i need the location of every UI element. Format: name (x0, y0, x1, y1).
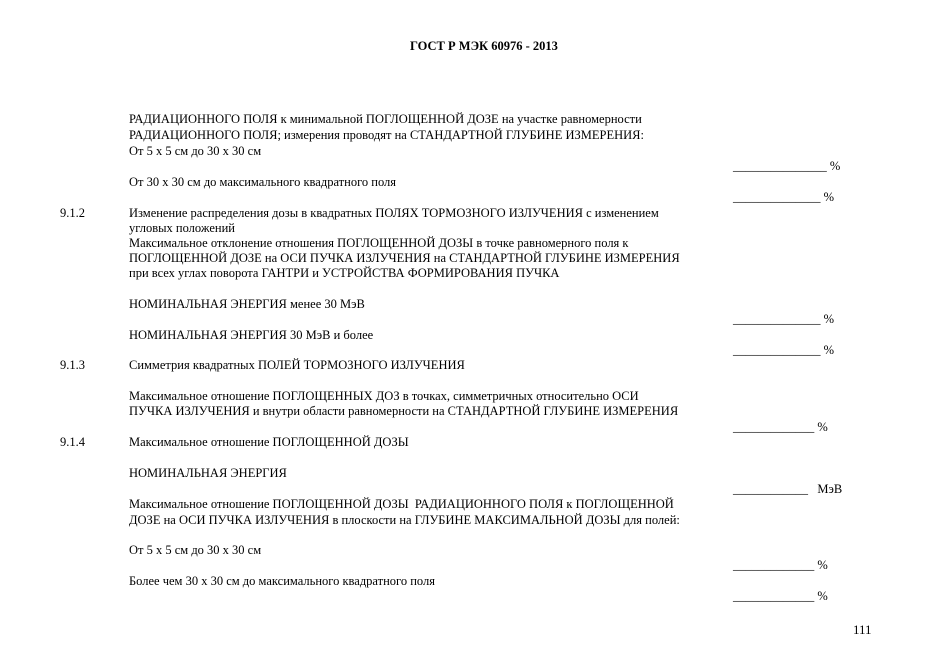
s912-line-3: Максимальное отклонение отношения ПОГЛОЩЕННОЙ ДОЗЫ в точке равномерного поля к (129, 236, 629, 250)
intro-line-2: РАДИАЦИОННОГО ПОЛЯ; измерения проводят на СТАНДАРТНОЙ ГЛУБИНЕ ИЗМЕРЕНИЯ: (129, 128, 644, 142)
s913-title: Симметрия квадратных ПОЛЕЙ ТОРМОЗНОГО ИЗЛУЧЕНИЯ (129, 358, 465, 372)
intro-line-1: РАДИАЦИОННОГО ПОЛЯ к минимальной ПОГЛОЩЕННОЙ ДОЗЕ на участке равномерности (129, 112, 642, 126)
blank-s912-a: ______________ % (733, 312, 835, 326)
s912-item-b: НОМИНАЛЬНАЯ ЭНЕРГИЯ 30 МэВ и более (129, 328, 374, 342)
blank-s914-energy: ____________ МэВ (733, 482, 843, 496)
s912-line-2: угловых положений (129, 221, 235, 235)
s912-line-1: Изменение распределения дозы в квадратных ПОЛЯХ ТОРМОЗНОГО ИЗЛУЧЕНИЯ с изменением (129, 206, 659, 220)
blank-s912-b: ______________ % (733, 343, 835, 357)
section-number-9-1-3: 9.1.3 (60, 358, 85, 372)
blank-intro-a: _______________ % (733, 159, 841, 173)
s914-item-b: Более чем 30 х 30 см до максимального квадратного поля (129, 574, 436, 588)
s912-line-5: при всех углах поворота ГАНТРИ и УСТРОЙСТВА ФОРМИРОВАНИЯ ПУЧКА (129, 266, 560, 280)
blank-s914-a: _____________ % (733, 558, 828, 572)
intro-item-a: От 5 х 5 см до 30 х 30 см (129, 144, 262, 158)
page-header-title: ГОСТ Р МЭК 60976 - 2013 (410, 39, 558, 53)
s914-energy: НОМИНАЛЬНАЯ ЭНЕРГИЯ (129, 466, 287, 480)
s913-line-2: ПУЧКА ИЗЛУЧЕНИЯ и внутри области равномерности на СТАНДАРТНОЙ ГЛУБИНЕ ИЗМЕРЕНИЯ (129, 404, 679, 418)
s912-line-4: ПОГЛОЩЕННОЙ ДОЗЕ на ОСИ ПУЧКА ИЗЛУЧЕНИЯ на СТАНДАРТНОЙ ГЛУБИНЕ ИЗМЕРЕНИЯ (129, 251, 680, 265)
s912-item-a: НОМИНАЛЬНАЯ ЭНЕРГИЯ менее 30 МэВ (129, 297, 365, 311)
blank-s913: _____________ % (733, 420, 828, 434)
page-number: 111 (853, 622, 872, 637)
s914-line-1: Максимальное отношение ПОГЛОЩЕННОЙ ДОЗЫ РАДИАЦИОННОГО ПОЛЯ к ПОГЛОЩЕННОЙ (129, 497, 674, 511)
section-number-9-1-2: 9.1.2 (60, 206, 85, 220)
blank-intro-b: ______________ % (733, 190, 835, 204)
s914-title: Максимальное отношение ПОГЛОЩЕННОЙ ДОЗЫ (129, 435, 409, 449)
intro-item-b: От 30 х 30 см до максимального квадратного поля (129, 175, 397, 189)
s914-item-a: От 5 х 5 см до 30 х 30 см (129, 543, 262, 557)
s914-line-2: ДОЗЕ на ОСИ ПУЧКА ИЗЛУЧЕНИЯ в плоскости на ГЛУБИНЕ МАКСИМАЛЬНОЙ ДОЗЫ для полей: (129, 513, 680, 527)
section-number-9-1-4: 9.1.4 (60, 435, 85, 449)
blank-s914-b: _____________ % (733, 589, 828, 603)
s913-line-1: Максимальное отношение ПОГЛОЩЕННЫХ ДОЗ в точках, симметричных относительно ОСИ (129, 389, 639, 403)
